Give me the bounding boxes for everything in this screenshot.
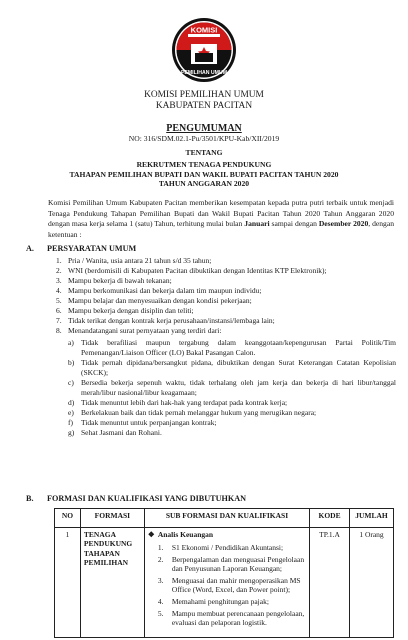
col-header-jumlah: JUMLAH — [350, 509, 394, 528]
sublist-item: b) Tidak pernah dipidana/bersangkut pidana, dibuktikan dengan Surat Keterangan Catatan Kepolisian (SKCK); — [68, 358, 396, 377]
svg-text:KOMISI: KOMISI — [190, 25, 218, 35]
row-no: 1 — [55, 528, 81, 638]
sublist-item: a) Tidak berafiliasi maupun tergabung dalam keanggotaan/kepengurusan Partai Politik/Tim Pemenangan/Liaison Officer (LO) Bakal Pasangan Calon. — [68, 338, 396, 357]
sublist-item: g) Sehat Jasmani dan Rohani. — [68, 428, 162, 437]
list-item: 2. WNI (berdomisili di Kabupaten Pacitan dibuktikan dengan Identitas KTP Elektronik); — [56, 266, 327, 275]
subject-block — [0, 160, 408, 189]
col-header-formasi: FORMASI — [80, 509, 144, 528]
bullet-icon: ❖ — [147, 530, 155, 539]
list-item: 5. Mampu belajar dan menyesuaikan dengan kondisi pekerjaan; — [56, 296, 252, 305]
month-end: Desember 2020 — [318, 219, 369, 229]
row-qualifications — [144, 528, 309, 638]
section-b-label: B. — [26, 494, 34, 503]
sublist-item: e) Berkelakuan baik dan tidak pernah melanggar hukum yang merugikan negara; — [68, 408, 317, 417]
kpu-logo — [171, 17, 237, 83]
list-item: 3. Mampu bekerja di bawah tekanan; — [56, 276, 172, 285]
list-item: 7. Tidak terikat dengan kontrak kerja perusahaan/instansi/lembaga lain; — [56, 316, 275, 325]
svg-text:PEMILIHAN UMUM: PEMILIHAN UMUM — [180, 70, 228, 76]
col-header-sub-formasi: SUB FORMASI DAN KUALIFIKASI — [144, 509, 309, 528]
sublist-item: d) Tidak menuntut lebih dari hak-hak yang terdapat pada kontrak kerja; — [68, 398, 288, 407]
list-item: 1. Pria / Wanita, usia antara 21 tahun s/d 35 tahun; — [56, 256, 212, 265]
list-item: 8. Menandatangani surat pernyataan yang terdiri dari: — [56, 326, 222, 335]
formation-table — [54, 508, 394, 638]
region-name: KABUPATEN PACITAN — [155, 101, 253, 111]
tentang-label: TENTANG — [185, 148, 223, 157]
qualification-list — [148, 543, 306, 628]
sublist-item: c) Bersedia bekerja sepenuh waktu, tidak terhalang oleh jam kerja dan bekerja di hari libur/tanggal merah/libur nasional/libur keagamaan; — [68, 378, 396, 397]
statement-sublist — [68, 338, 396, 438]
list-item: 6. Mampu bekerja dengan disiplin dan teliti; — [56, 306, 194, 315]
row-formasi: TENAGA PENDUKUNG TAHAPAN PEMILIHAN — [80, 528, 144, 638]
intro-paragraph: Komisi Pemilihan Umum Kabupaten Pacitan memberikan kesempatan kepada putra putri terbaik untuk menjadi Tenaga Pendukung Tahapan Pemilihan Bupati dan Wakil Bupati Pacitan Tahun 2020 Tahun Anggaran 2020 dengan masa kerja selama 1 (satu) Tahun, terhitung mulai bulan Januari sampai dengan Desember 2020, dengan ketentuan : — [48, 198, 395, 239]
section-a-label: A. — [26, 244, 34, 253]
table-header-row — [55, 509, 394, 528]
announcement-number: NO: 316/SDM.02.1-Pu/3501/KPU-Kab/XII/2019 — [128, 134, 280, 143]
qualification-item: 2. Berpengalaman dan menguasai Pengelolaan dan Penyusunan Laporan Keuangan; — [157, 554, 305, 574]
section-a-title: PERSYARATAN UMUM — [47, 244, 137, 253]
col-header-no: NO — [55, 509, 81, 528]
qualification-item: 1. S1 Ekonomi / Pendidikan Akuntansi; — [157, 543, 284, 552]
subject-line-3: TAHUN ANGGARAN 2020 — [158, 179, 250, 189]
row-jumlah: 1 Orang — [350, 528, 394, 638]
qualification-item: 4. Memahami penghitungan pajak; — [157, 596, 269, 606]
list-item: 4. Mampu berkomunikasi dan bekerja dalam tim maupun individu; — [56, 286, 262, 295]
month-start: Januari — [244, 219, 270, 229]
qualification-item: 3. Menguasai dan mahir mengoperasikan MS Office (Word, Excel, dan Power point); — [157, 575, 301, 595]
subject-line-1: REKRUTMEN TENAGA PENDUKUNG — [136, 160, 272, 169]
org-name: KOMISI PEMILIHAN UMUM — [144, 90, 264, 100]
sub-formation-title: ❖ Analis Keuangan — [147, 530, 214, 539]
table-row — [55, 528, 394, 638]
section-b-title: FORMASI DAN KUALIFIKASI YANG DIBUTUHKAN — [47, 494, 247, 503]
sublist-item: f) Tidak menuntut untuk perpanjangan kontrak; — [68, 418, 217, 427]
qualification-item: 5. Mampu membuat perencanaan pengelolaan, evaluasi dan pelaporan logistik. — [157, 608, 305, 628]
row-kode: TP.1.A — [310, 528, 350, 638]
subject-line-2: TAHAPAN PEMILIHAN BUPATI DAN WAKIL BUPATI PACITAN TAHUN 2020 — [69, 169, 339, 179]
general-requirements-list — [56, 256, 396, 336]
announcement-title: PENGUMUMAN — [166, 123, 242, 134]
col-header-kode: KODE — [310, 509, 350, 528]
